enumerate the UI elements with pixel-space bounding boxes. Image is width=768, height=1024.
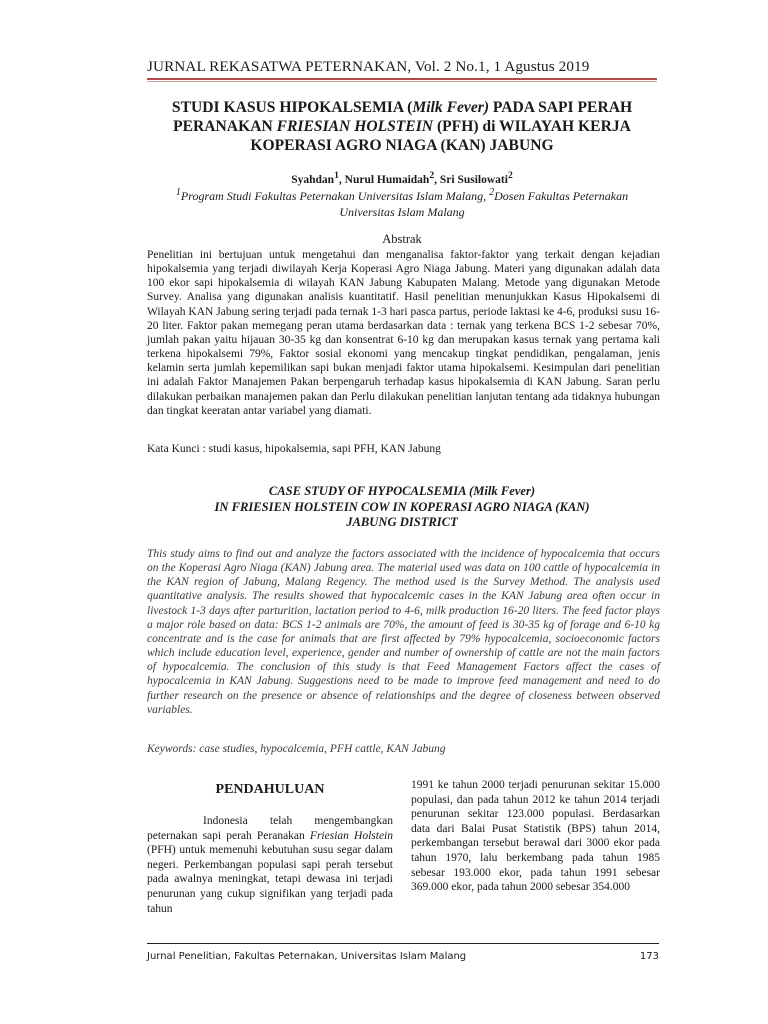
affiliation-sup-1: 1 <box>175 187 181 198</box>
kata-kunci: Kata Kunci : studi kasus, hipokalsemia, sapi PFH, KAN Jabung <box>147 443 441 455</box>
english-keywords: Keywords: case studies, hypocalcemia, PFH cattle, KAN Jabung <box>147 743 446 755</box>
section-heading-pendahuluan: PENDAHULUAN <box>215 782 325 797</box>
english-title-line-1-b: (Milk Fever) <box>469 484 536 498</box>
paper-title <box>147 98 657 155</box>
title-line-2-italic: FRIESIAN HOLSTEIN <box>276 118 434 135</box>
title-line-1-italic: Milk Fever) <box>412 99 490 116</box>
author-1-sup: 1 <box>334 170 339 181</box>
footer-rule <box>147 943 659 944</box>
title-line-1-a: STUDI KASUS HIPOKALSEMIA ( <box>171 99 413 116</box>
page-number: 173 <box>639 951 659 962</box>
affiliation <box>147 185 657 220</box>
journal-header: JURNAL REKASATWA PETERNAKAN, Vol. 2 No.1, 1 Agustus 2019 <box>147 58 590 75</box>
affiliation-sup-2: 2 <box>489 187 495 198</box>
author-2: , Nurul Humaidah <box>338 173 430 186</box>
english-title-line-3: JABUNG DISTRICT <box>346 515 458 529</box>
english-title <box>147 484 657 531</box>
title-line-1 <box>147 98 657 117</box>
english-title-line-2: IN FRIESIEN HOLSTEIN COW IN KOPERASI AGRO NIAGA (KAN) <box>214 499 590 514</box>
title-line-2-a: PERANAKAN <box>173 118 277 135</box>
right-column: 1991 ke tahun 2000 terjadi penurunan sekitar 15.000 populasi, dan pada tahun 2012 ke tahun 2014 terjadi penurunan sekitar 123.000 populasi. Berdasarkan data dari Balai Pusat Statistik (BPS) tahun 2014, perkembangan tersebut berawal dari 3000 ekor pada tahun 1970, lalu berkembang pada tahun 1985 sebesar 193.000 ekor, pada tahun 1991 sebesar 369.000 ekor, pada tahun 2000 sebesar 354.000 <box>411 779 660 894</box>
author-3: , Sri Susilowati <box>434 173 508 186</box>
intro-left-b: (PFH) untuk memenuhi kebutuhan susu segar dalam negeri. Perkembangan populasi sapi perah tersebut pada awalnya meningkat, tetapi dewasa ini terjadi penurunan yang cukup signifikan yang terjadi pada tahun <box>147 844 393 915</box>
intro-left-a: Indonesia telah mengembangkan peternakan sapi perah Peranakan <box>147 815 393 842</box>
title-line-2-b: (PFH) di WILAYAH KERJA <box>433 118 631 135</box>
header-rule <box>147 78 657 80</box>
affiliation-text-2: Dosen Fakultas Peternakan Universitas Islam Malang <box>339 189 629 219</box>
english-abstract: This study aims to find out and analyze the factors associated with the incidence of hypocalcemia that occurs on the Koperasi Agro Niaga (KAN) Jabung area. The material used was data on 100 cattle of hypocalcemia in the KAN region of Jabung, Malang Regency. The method used is the Survey Method. The analysis used quantitative analysis. The results showed that hypocalcemic cases in the KAN Jabung area often occur in livestock 1-3 days after parturition, lactation period to 4-6, milk production 16-20 liters. The feed factor plays a major role based on data: BCS 1-2 animals are 70%, the amount of feed is 30-35 kg of forage and 6-10 kg concentrate and is the case for animals that are first affected by 79% hypocalcemia, socioeconomic factors which include education level, experience, gender and number of ownership of cattle are not the main factors of hypocalcemia. The conclusion of this study is that Feed Management Factors affect the cases of hypocalcemia in KAN Jabung. Suggestions need to be made to improve feed management and need to do further research on the presence or absence of relationships and the degree of closeness between observed variables. <box>147 548 660 716</box>
author-3-sup: 2 <box>507 170 513 181</box>
title-line-3: KOPERASI AGRO NIAGA (KAN) JABUNG <box>250 137 554 154</box>
abstrak-body: Penelitian ini bertujuan untuk mengetahui dan menganalisa faktor-faktor yang terkait dengan kejadian hipokalsemia yang terjadi diwilayah Kerja Koperasi Agro Niaga Jabung. Materi yang digunakan adalah data 100 ekor sapi hipokalsemia di wilayah KAN Jabung Kabupaten Malang. Metode yang digunakan Metode Survey. Analisa yang digunakan analisis kuantitatif. Hasil penelitian menunjukkan Kasus Hipokalsemi di Wilayah KAN Jabung sering terjadi pada ternak 1-3 hari pasca partus, periode laktasi ke 4-6, produksi susu 16-20 liter. Faktor pakan memegang peran utama berdasarkan data : ternak yang terkena BCS 1-2 sebesar 70%, jumlah pakan yaitu hijauan 30-35 kg dan konsentrat 6-10 kg dan merupakan kasus ternak yang pertama kali terkena hipokalsemi 79%, Faktor sosial ekonomi yang mencakup tingkat pendidikan, pengalaman, jenis kelamin serta jumlah kepemilikan sapi bukan menjadi faktor utama hipokalsemi. Kesimpulan dari penelitian ini adalah Faktor Manajemen Pakan berpengaruh terhadap kasus hipokalsemia di KAN Jabung. Saran perlu dilakukan perbaikan manajemen pakan dan Perlu dilakukan penelitian lanjutan tentang ada tidaknya hubungan dan tingkat keeratan antar variabel yang diamati. <box>147 249 660 417</box>
title-line-1-b: PADA SAPI PERAH <box>489 99 633 116</box>
english-title-line-1 <box>147 484 657 500</box>
intro-paragraph-left <box>147 814 393 916</box>
author-2-sup: 2 <box>429 170 435 181</box>
abstrak-heading: Abstrak <box>382 232 422 246</box>
author-1: Syahdan <box>291 173 335 186</box>
header-rule-secondary <box>147 81 657 82</box>
intro-left-italic: Friesian Holstein <box>309 829 393 842</box>
english-title-line-1-a: CASE STUDY OF HYPOCALSEMIA <box>268 484 470 498</box>
authors <box>147 170 657 186</box>
affiliation-text-1: Program Studi Fakultas Peternakan Universitas Islam Malang, <box>180 189 490 203</box>
footer-text: Jurnal Penelitian, Fakultas Peternakan, Universitas Islam Malang <box>147 951 467 962</box>
title-line-2 <box>147 117 657 136</box>
left-column <box>147 782 393 916</box>
